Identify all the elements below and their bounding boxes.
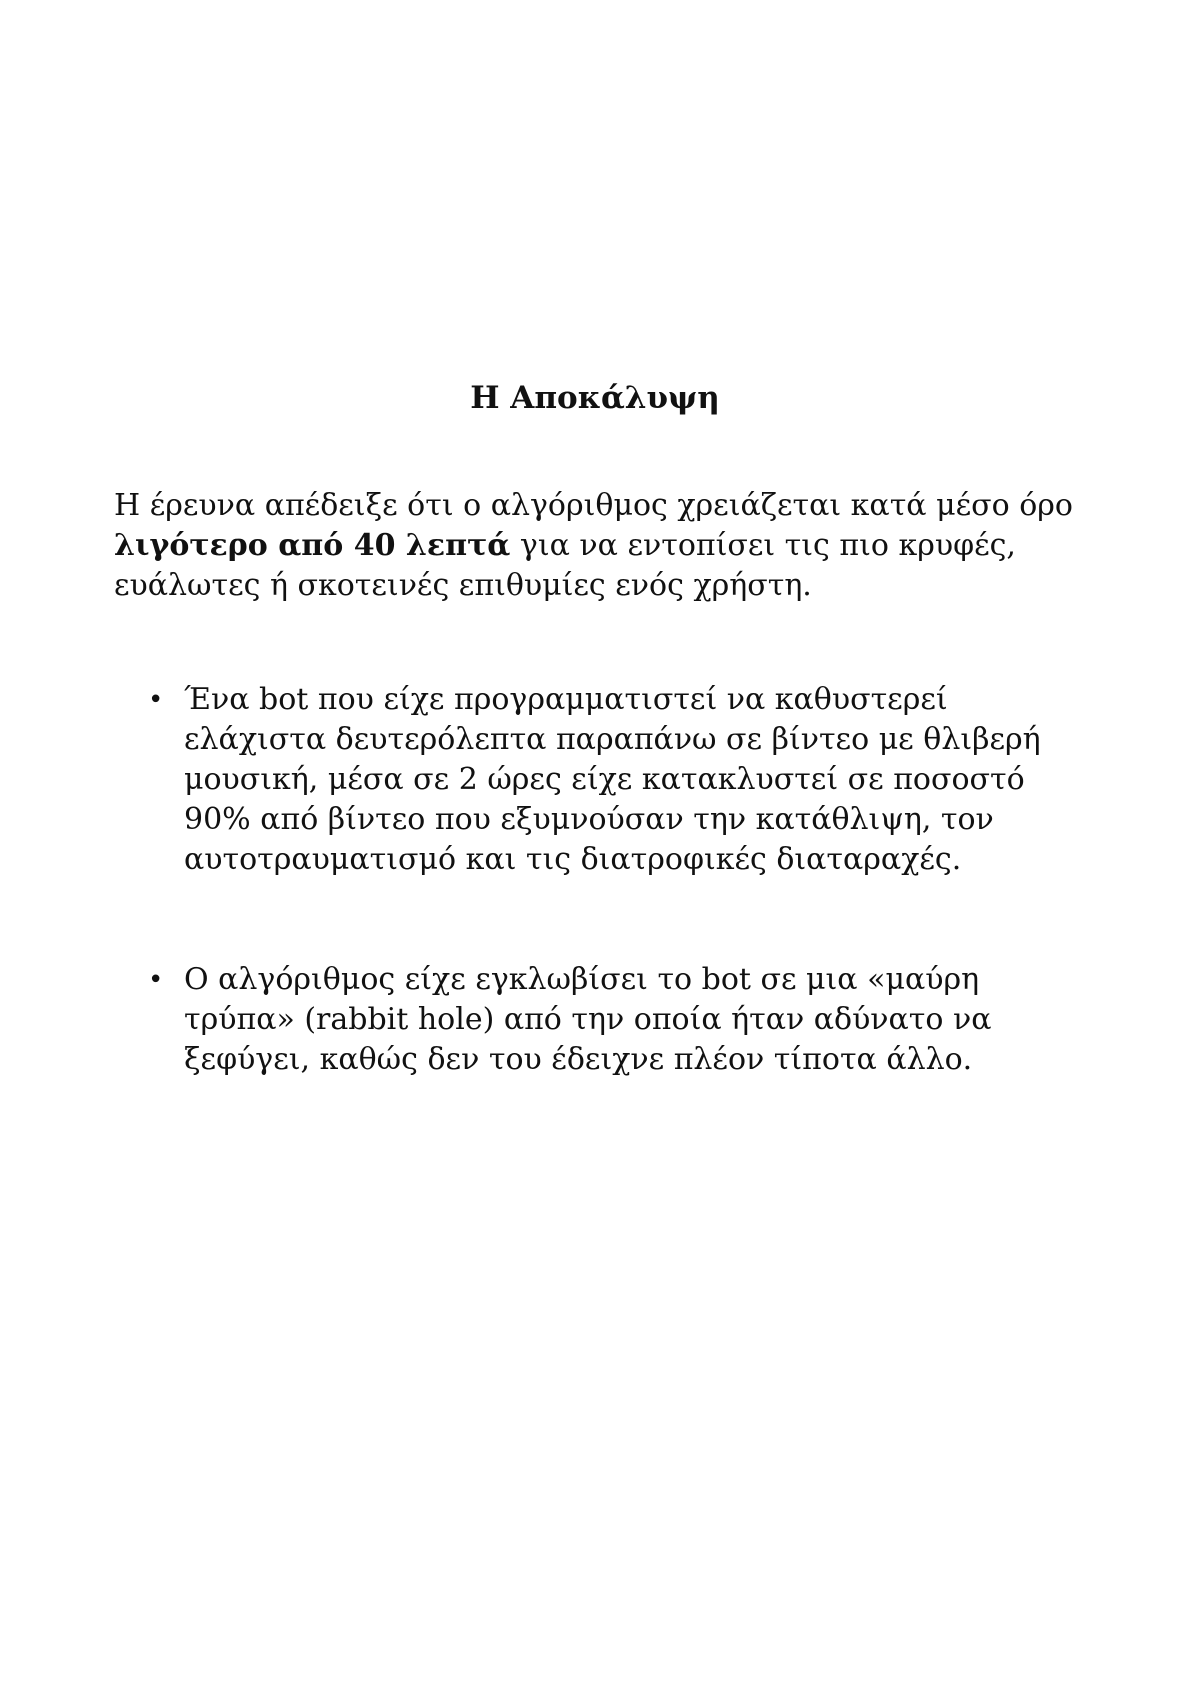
bullet-text: Ένα bot που είχε προγραμματιστεί να καθυστερεί ελάχιστα δευτερόλεπτα παραπάνω σε βίντεο με θλιβερή μουσική, μέσα σε 2 ώρες είχε κατακλυστεί σε ποσοστό 90% από βίντεο που εξυμνούσαν την κατάθλιψη, τον αυτοτραυματισμό και τις διατροφικές διαταραχές. [184, 682, 1041, 877]
list-item [148, 960, 1088, 1080]
intro-paragraph [114, 486, 1074, 606]
intro-text-start: Η έρευνα απέδειξε ότι ο αλγόριθμος χρειάζεται κατά μέσο όρο [114, 488, 1073, 523]
intro-emphasis: λιγότερο από 40 λεπτά [114, 528, 511, 563]
bullet-text: Ο αλγόριθμος είχε εγκλωβίσει το bot σε μια «μαύρη τρύπα» (rabbit hole) από την οποία ήταν αδύνατο να ξεφύγει, καθώς δεν του έδειχνε πλέον τίποτα άλλο. [184, 962, 992, 1077]
list-item [148, 680, 1088, 880]
bullet-list [148, 680, 1088, 1080]
page-title: Η Αποκάλυψη [470, 380, 720, 416]
bullet-icon: • [148, 965, 164, 995]
intro-text-end: για να εντοπίσει τις πιο κρυφές, ευάλωτες ή σκοτεινές επιθυμίες ενός χρήστη. [114, 528, 1016, 603]
bullet-icon: • [148, 685, 164, 715]
